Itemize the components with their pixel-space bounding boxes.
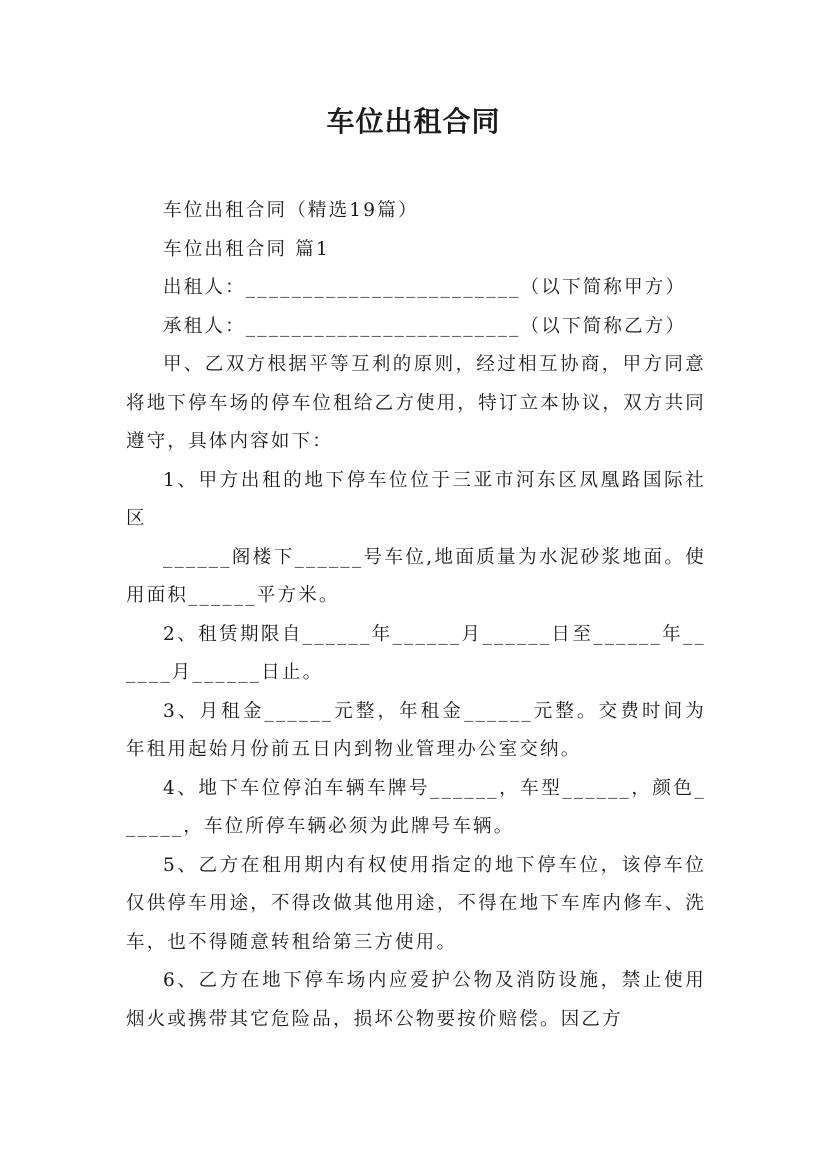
paragraph-clause-4: 4、地下车位停泊车辆车牌号______，车型______，颜色______，车位所停车辆必须为此牌号车辆。 [126,777,706,837]
paragraph-clause-1-continued: ______阁楼下______号车位,地面质量为水泥砂浆地面。使用面积______平方米。 [126,546,706,606]
paragraph-intro: 甲、乙双方根据平等互利的原则，经过相互协商，甲方同意将地下停车场的停车位租给乙方使用，特订立本协议，双方共同遵守，具体内容如下： [126,354,706,452]
paragraph-lessor: 出租人：________________________（以下简称甲方） [163,277,687,298]
paragraph-section-heading: 车位出租合同 篇1 [163,238,330,260]
paragraph-clause-3: 3、月租金______元整，年租金______元整。交费时间为年租用起始月份前五日内到物业管理办公室交纳。 [126,700,706,760]
document-title: 车位出租合同 [326,105,501,138]
paragraph-lessee: 承租人：________________________（以下简称乙方） [163,315,687,337]
paragraph-clause-1: 1、甲方出租的地下停车位位于三亚市河东区凤凰路国际社区 [126,469,706,529]
document-body [126,192,706,1039]
paragraph-subtitle: 车位出租合同（精选19篇） [163,200,419,221]
paragraph-clause-6: 6、乙方在地下停车场内应爱护公物及消防设施，禁止使用烟火或携带其它危险品，损坏公物要按价赔偿。因乙方 [126,970,706,1030]
paragraph-clause-5: 5、乙方在租用期内有权使用指定的地下停车位，该停车位仅供停车用途，不得改做其他用途，不得在地下车库内修车、洗车，也不得随意转租给第三方使用。 [126,854,706,953]
paragraph-clause-2: 2、租赁期限自______年______月______日至______年______月______日止。 [126,623,706,683]
